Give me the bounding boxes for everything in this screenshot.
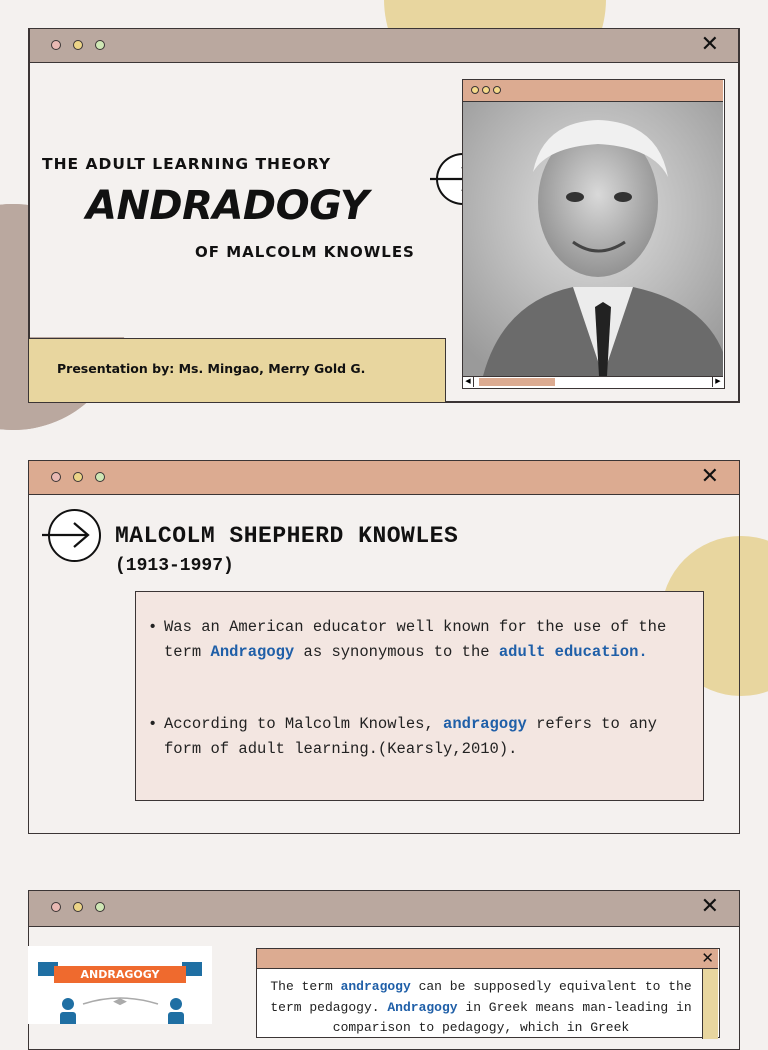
window-dot-green[interactable] — [95, 902, 105, 912]
title-kicker: THE ADULT LEARNING THEORY — [42, 155, 332, 173]
bio-text-box — [135, 591, 704, 801]
photo-window — [462, 79, 725, 389]
bio-bullet-1 — [148, 615, 688, 664]
bullet-dot: • — [148, 715, 158, 733]
presenter-label: Presentation by: Ms. Mingao, Merry Gold G. — [57, 361, 366, 376]
definition-text-c: can be supposedly equivalent to the term pedagogy. — [270, 979, 692, 1015]
bullet2-text-c: refers to any form of adult learning.(Kearsly,2010). — [164, 715, 657, 758]
definition-titlebar — [257, 949, 718, 969]
window-dot-pink[interactable] — [51, 40, 61, 50]
bullet1-andragogy: Andragogy — [210, 642, 295, 661]
infographic-banner: ANDRAGOGY — [54, 966, 186, 983]
photo-dot-2[interactable] — [482, 86, 490, 94]
close-icon[interactable]: ✕ — [700, 464, 719, 489]
portrait-image — [463, 102, 723, 376]
andragogy-infographic — [28, 946, 212, 1024]
definition-text-a: The term — [270, 979, 341, 994]
knowles-name-heading: MALCOLM SHEPHERD KNOWLES — [115, 523, 459, 549]
bullet1-text-a: Was an American educator well known for the use of the term — [164, 618, 667, 661]
knowles-years: (1913-1997) — [115, 556, 234, 576]
definition-text-e: in Greek means man-leading in comparison to pedagogy, which in Greek — [332, 999, 692, 1035]
window-dot-pink[interactable] — [51, 902, 61, 912]
window-titlebar — [29, 29, 739, 63]
photo-titlebar — [463, 80, 723, 102]
definition-andragogy-2: Andragogy — [387, 999, 458, 1015]
presenter-banner — [28, 338, 446, 403]
bio-arrow-button[interactable] — [48, 509, 101, 562]
svg-text:◀▶: ◀▶ — [113, 997, 127, 1007]
bullet2-andragogy: andragogy — [443, 715, 527, 733]
main-title: ANDRADOGY — [86, 183, 369, 229]
bullet1-adult-education: adult education. — [498, 642, 648, 661]
photo-scrollbar[interactable] — [463, 376, 723, 387]
photo-dot-1[interactable] — [471, 86, 479, 94]
window-dot-green[interactable] — [95, 472, 105, 482]
definition-andragogy-1: andragogy — [340, 979, 411, 994]
bullet2-text-a: According to Malcolm Knowles, — [164, 715, 444, 733]
photo-dot-3[interactable] — [493, 86, 501, 94]
bio-bullet-2 — [148, 712, 688, 761]
window-dot-yellow[interactable] — [73, 902, 83, 912]
window-dot-yellow[interactable] — [73, 472, 83, 482]
window-dot-pink[interactable] — [51, 472, 61, 482]
scroll-left-icon[interactable]: ◀ — [463, 377, 474, 387]
definition-scrollbar[interactable] — [702, 969, 718, 1039]
window-titlebar — [29, 891, 739, 927]
close-icon[interactable]: ✕ — [701, 949, 714, 967]
definition-box — [256, 948, 720, 1038]
infographic-people-icon — [28, 990, 212, 1024]
window-dot-green[interactable] — [95, 40, 105, 50]
window1-right-border — [738, 28, 740, 403]
scroll-thumb[interactable] — [479, 378, 555, 386]
definition-text — [265, 977, 697, 1039]
bullet-dot: • — [148, 618, 158, 636]
title-subtitle: OF MALCOLM KNOWLES — [195, 243, 415, 261]
scroll-right-icon[interactable]: ▶ — [712, 377, 723, 387]
portrait-photo — [463, 102, 723, 376]
close-icon[interactable]: ✕ — [700, 894, 719, 919]
window-dot-yellow[interactable] — [73, 40, 83, 50]
bullet1-text-c: as synonymous to the — [294, 642, 499, 661]
arrow-right-icon — [42, 509, 95, 562]
window-titlebar — [29, 461, 739, 495]
close-icon[interactable]: ✕ — [700, 32, 719, 57]
